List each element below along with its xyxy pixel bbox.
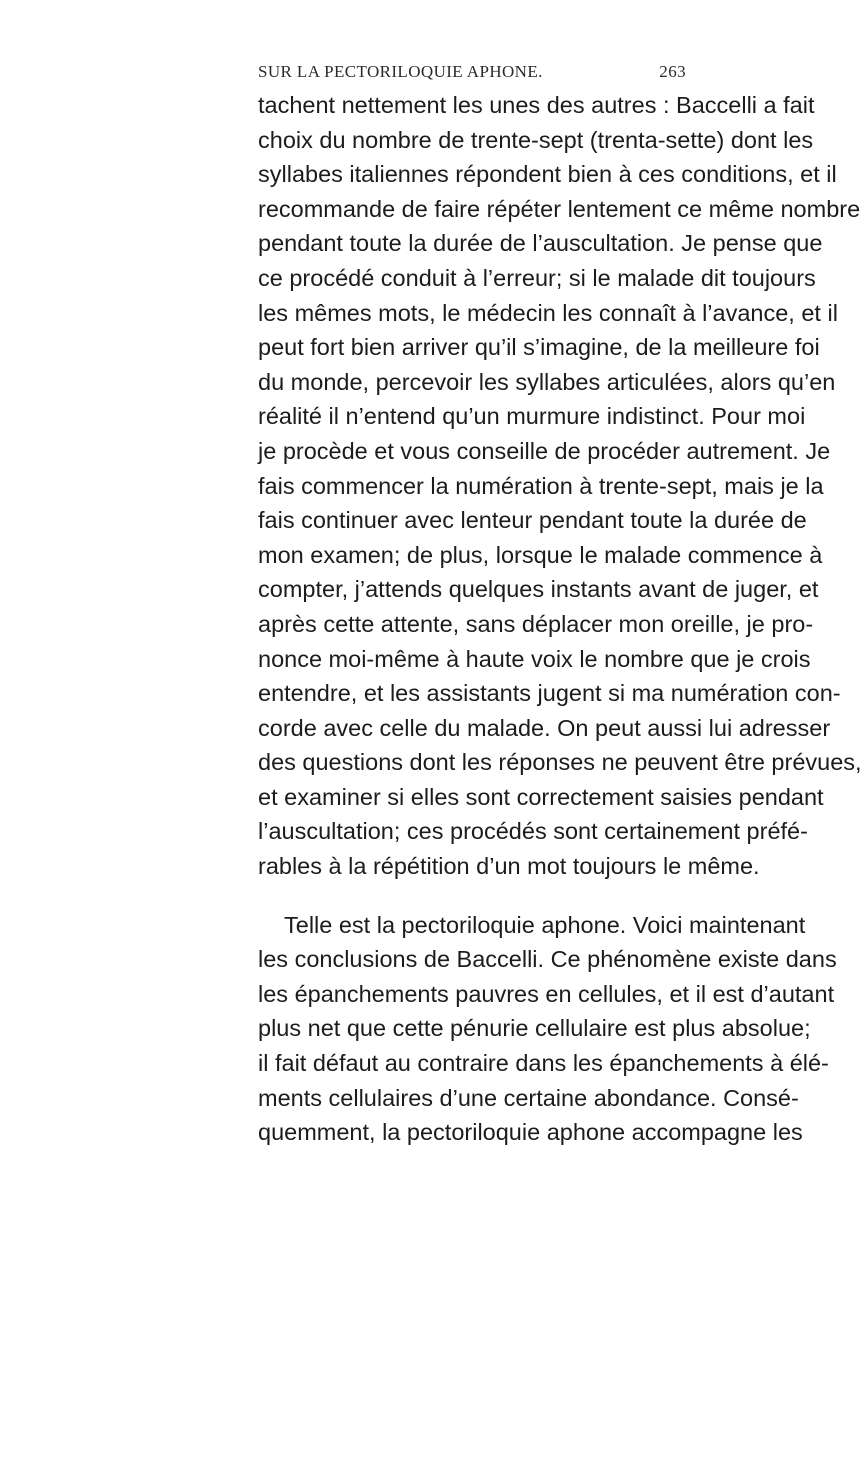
- text-line: des questions dont les réponses ne peuvent être prévues,: [258, 749, 862, 776]
- text-line: Telle est la pectoriloquie aphone. Voici maintenant: [284, 911, 806, 938]
- text-line: fais continuer avec lenteur pendant toute la durée de: [258, 507, 807, 534]
- text-line: quemment, la pectoriloquie aphone accompagne les: [258, 1119, 803, 1146]
- page-number: 263: [659, 62, 686, 81]
- text-line: l’auscultation; ces procédés sont certainement préfé-: [258, 818, 808, 845]
- text-line: ments cellulaires d’une certaine abondance. Consé-: [258, 1084, 799, 1111]
- paragraph-2: [258, 908, 837, 1150]
- text-line: il fait défaut au contraire dans les épanchements à élé-: [258, 1050, 829, 1077]
- text-line: corde avec celle du malade. On peut aussi lui adresser: [258, 714, 831, 741]
- text-line: ce procédé conduit à l’erreur; si le malade dit toujours: [258, 264, 816, 291]
- paragraph-gap: [258, 884, 685, 908]
- text-line: choix du nombre de trente-sept (trenta-sette) dont les: [258, 126, 814, 153]
- text-line: pendant toute la durée de l’auscultation. Je pense que: [258, 230, 823, 257]
- running-head: [258, 62, 686, 84]
- text-line: plus net que cette pénurie cellulaire est plus absolue;: [258, 1015, 811, 1042]
- paragraph-1: [258, 88, 862, 884]
- text-line: compter, j’attends quelques instants avant de juger, et: [258, 576, 819, 603]
- text-line: du monde, percevoir les syllabes articulées, alors qu’en: [258, 368, 836, 395]
- text-line: réalité il n’entend qu’un murmure indistinct. Pour moi: [258, 403, 806, 430]
- running-title: SUR LA PECTORILOQUIE APHONE.: [258, 62, 543, 81]
- text-line: tachent nettement les unes des autres : Baccelli a fait: [258, 92, 815, 118]
- text-line: entendre, et les assistants jugent si ma numération con-: [258, 680, 841, 707]
- text-line: je procède et vous conseille de procéder autrement. Je: [258, 437, 831, 464]
- text-line: et examiner si elles sont correctement saisies pendant: [258, 783, 824, 810]
- text-line: peut fort bien arriver qu’il s’imagine, de la meilleure foi: [258, 334, 820, 361]
- body-text: [258, 88, 862, 1150]
- text-line: mon examen; de plus, lorsque le malade commence à: [258, 541, 823, 568]
- text-line: fais commencer la numération à trente-sept, mais je la: [258, 472, 824, 499]
- text-line: rables à la répétition d’un mot toujours le même.: [258, 853, 760, 880]
- text-line: après cette attente, sans déplacer mon oreille, je pro-: [258, 610, 814, 637]
- text-line: les épanchements pauvres en cellules, et il est d’autant: [258, 980, 835, 1007]
- text-line: les mêmes mots, le médecin les connaît à l’avance, et il: [258, 299, 838, 326]
- text-line: syllabes italiennes répondent bien à ces conditions, et il: [258, 161, 837, 188]
- text-line: les conclusions de Baccelli. Ce phénomène existe dans: [258, 946, 837, 973]
- text-line: nonce moi-même à haute voix le nombre que je crois: [258, 645, 811, 672]
- text-line: recommande de faire répéter lentement ce même nombre: [258, 195, 861, 222]
